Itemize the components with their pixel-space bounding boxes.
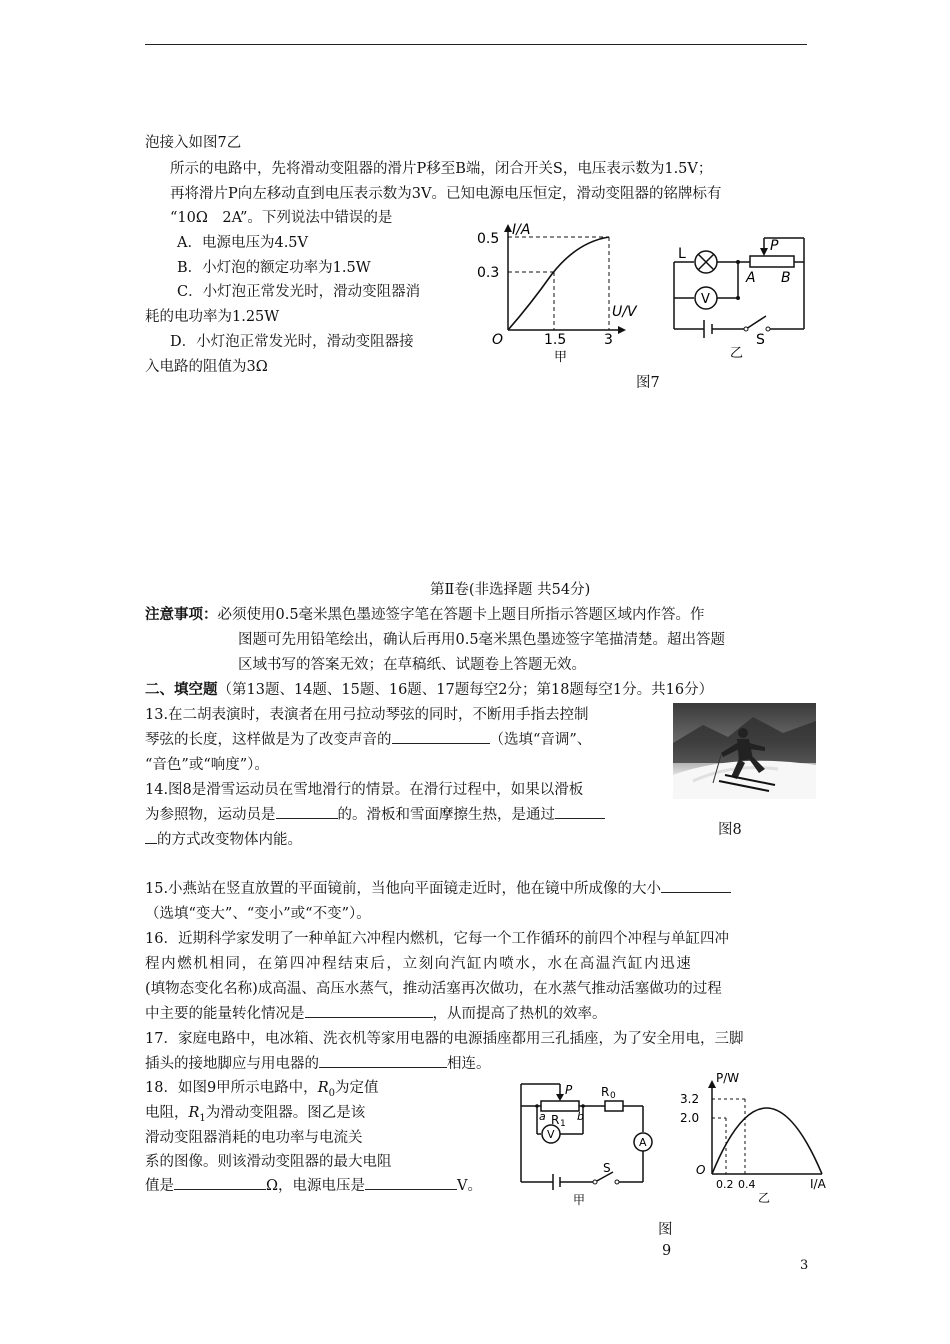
q18-r0-subscript: 0 (328, 1087, 335, 1099)
q13-line2-choices: （选填“音调”、 (489, 732, 592, 748)
q18-line1-end: 为定值 (334, 1080, 379, 1096)
figure7-switch-label: S (756, 332, 765, 348)
figure9-caption-yi: 乙 (758, 1191, 771, 1205)
figure9-r0-label: R (601, 1085, 610, 1099)
figure9-ylabel: P/W (716, 1071, 740, 1085)
section2-title: 第Ⅱ卷(非选择题 共54分) (430, 582, 591, 598)
figure9-ammeter-label: A (639, 1136, 647, 1149)
figure9-xtick-0.4: 0.4 (738, 1178, 756, 1191)
q17-line2-text: 插头的接地脚应与用电器的 (145, 1056, 319, 1072)
header-rule (145, 44, 807, 45)
figure9-r1-label: R (551, 1113, 560, 1127)
notice-line2: 图题可先用铅笔绘出，确认后再用0.5毫米黑色墨迹签字笔描清楚。超出答题 (238, 632, 726, 648)
q16-answer-blank[interactable] (305, 1005, 433, 1018)
q14-line2-text-a: 为参照物，运动员是 (145, 807, 276, 823)
fill-in-section-title: 二、填空题 (145, 682, 218, 698)
q15-line1: 15.小燕站在竖直放置的平面镜前，当他向平面镜走近时，他在镜中所成像的大小 (145, 881, 662, 897)
q18-r1-subscript: 1 (199, 1112, 206, 1124)
q14-answer-blank-1[interactable] (276, 806, 338, 819)
q18-line3: 滑动变阻器消耗的电功率与电流关 (145, 1130, 363, 1146)
figure9-circuit (513, 1076, 663, 1208)
q18-line1-text: 18．如图9甲所示电路中， (145, 1080, 318, 1096)
q12-option-c-line2: 耗的电功率为1.25W (145, 309, 280, 325)
page-number: 3 (800, 1258, 809, 1273)
figure9-origin: O (696, 1163, 706, 1177)
q12-line2: 所示的电路中，先将滑动变阻器的滑片P移至B端，闭合开关S，电压表示数为1.5V； (170, 161, 713, 177)
figure9-voltmeter-label: V (547, 1128, 555, 1141)
q15-line2: （选填“变大”、“变小”或“不变”）。 (145, 906, 371, 922)
figure9-label-part2: 9 (662, 1243, 672, 1259)
figure7-slider-label: P (770, 238, 779, 254)
figure7-origin: O (492, 332, 504, 348)
figure7-ytick-0.3: 0.3 (477, 265, 500, 281)
figure9-terminal-a: a (539, 1110, 546, 1123)
q18-line2-end: 为滑动变阻器。图乙是该 (205, 1105, 366, 1121)
q18-answer-blank-voltage[interactable] (365, 1177, 457, 1190)
q13-answer-blank[interactable] (392, 731, 490, 744)
q12-option-d-line1: D．小灯泡正常发光时，滑动变阻器接 (170, 334, 414, 350)
q18-line2-text: 电阻， (145, 1105, 189, 1121)
q17-answer-blank[interactable] (319, 1055, 447, 1068)
q18-answer-blank-resistance[interactable] (174, 1177, 266, 1190)
q13-line2-text: 琴弦的长度，这样做是为了改变声音的 (145, 732, 392, 748)
q14-line3: 的方式改变物体内能。 (157, 832, 302, 848)
q12-line4: “10Ω 2A”。下列说法中错误的是 (170, 210, 393, 226)
figure7-xtick-3: 3 (604, 332, 613, 348)
q14-line2-text-b: 的。滑板和雪面摩擦生热，是通过 (337, 807, 555, 823)
q18-line5-text: 值是 (145, 1178, 174, 1194)
q18-line4: 系的图像。则该滑动变阻器的最大电阻 (145, 1154, 392, 1170)
figure9-ytick-3.2: 3.2 (680, 1092, 700, 1106)
notice-label: 注意事项： (145, 607, 218, 623)
figure9-r1-subscript: 1 (560, 1119, 566, 1129)
figure9-label-part1: 图 (658, 1222, 673, 1238)
figure8-label: 图8 (718, 822, 742, 838)
figure7-xlabel: U/V (612, 304, 637, 320)
figure9-caption-jia: 甲 (573, 1193, 586, 1207)
q14-answer-blank-2[interactable] (555, 806, 605, 819)
q13-line1: 13.在二胡表演时，表演者在用弓拉动琴弦的同时，不断用手指去控制 (145, 707, 589, 723)
q16-line4-end: ，从而提高了热机的效率。 (432, 1006, 607, 1022)
q14-line1: 14.图8是滑雪运动员在雪地滑行的情景。在滑行过程中，如果以滑板 (145, 782, 584, 798)
q17-line2-end: 相连。 (447, 1056, 491, 1072)
figure7-caption-jia: 甲 (554, 350, 568, 365)
figure7-graph (472, 220, 652, 365)
notice-line3: 区域书写的答案无效；在草稿纸、试题卷上答题无效。 (238, 657, 586, 673)
figure9-ytick-2.0: 2.0 (680, 1111, 700, 1125)
figure7-label: 图7 (636, 375, 660, 391)
q15-answer-blank[interactable] (661, 880, 731, 893)
notice-line1: 必须使用0.5毫米黑色墨迹签字笔在答题卡上题目所指示答题区域内作答。作 (217, 607, 705, 623)
skier-illustration (673, 703, 816, 799)
figure7-ylabel: I/A (512, 222, 531, 238)
q12-option-b: B．小灯泡的额定功率为1.5W (177, 260, 371, 276)
figure9-r0-subscript: 0 (610, 1091, 616, 1101)
q18-line5-mid: Ω，电源电压是 (266, 1178, 366, 1194)
q12-line3: 再将滑片P向左移动直到电压表示数为3V。已知电源电压恒定，滑动变阻器的铭牌标有 (170, 186, 722, 202)
figure7-terminal-b: B (781, 270, 791, 286)
q16-line4-text: 中主要的能量转化情况是 (145, 1006, 305, 1022)
figure9-slider-label: P (565, 1083, 573, 1097)
q18-r0-symbol: R (317, 1080, 329, 1096)
q16-line2: 程内燃机相同，在第四冲程结束后，立刻向汽缸内喷水，水在高温汽缸内迅速 (145, 956, 693, 972)
q12-option-a: A．电源电压为4.5V (177, 235, 309, 251)
q17-line1: 17．家庭电路中，电冰箱、洗衣机等家用电器的电源插座都用三孔插座，为了安全用电，三脚 (145, 1031, 744, 1047)
figure9-xtick-0.2: 0.2 (716, 1178, 734, 1191)
q16-line1: 16．近期科学家发明了一种单缸六冲程内燃机，它每一个工作循环的前四个冲程与单缸四冲 (145, 931, 729, 947)
figure7-lamp-label: L (678, 246, 686, 262)
figure7-xtick-1.5: 1.5 (544, 332, 567, 348)
q14-answer-blank-2-cont[interactable] (145, 831, 157, 844)
figure7-caption-yi: 乙 (730, 346, 744, 361)
figure7-ytick-0.5: 0.5 (477, 231, 500, 247)
figure7-circuit (668, 232, 813, 367)
q13-line3: “音色”或“响度”）。 (145, 757, 269, 773)
figure9-graph (672, 1070, 832, 1205)
q16-line3: (填物态变化名称)成高温、高压水蒸气，推动活塞再次做功，在水蒸气推动活塞做功的过程 (145, 981, 722, 997)
q18-r1-symbol: R (188, 1105, 200, 1121)
q12-line1: 泡接入如图7乙 (145, 135, 242, 151)
q18-line5-end: V。 (457, 1178, 483, 1194)
fill-in-section-desc: （第13题、14题、15题、16题、17题每空2分；第18题每空1分。共16分） (217, 682, 714, 698)
figure9-terminal-b: b (577, 1110, 584, 1123)
skier-photo (673, 703, 816, 799)
figure7-voltmeter-label: V (701, 292, 710, 307)
q12-option-d-line2: 入电路的阻值为3Ω (145, 359, 268, 375)
figure9-xlabel: I/A (810, 1177, 826, 1191)
figure7-terminal-a: A (746, 270, 756, 286)
q12-option-c-line1: C．小灯泡正常发光时，滑动变阻器消 (177, 284, 421, 300)
figure9-switch-label: S (603, 1161, 611, 1175)
